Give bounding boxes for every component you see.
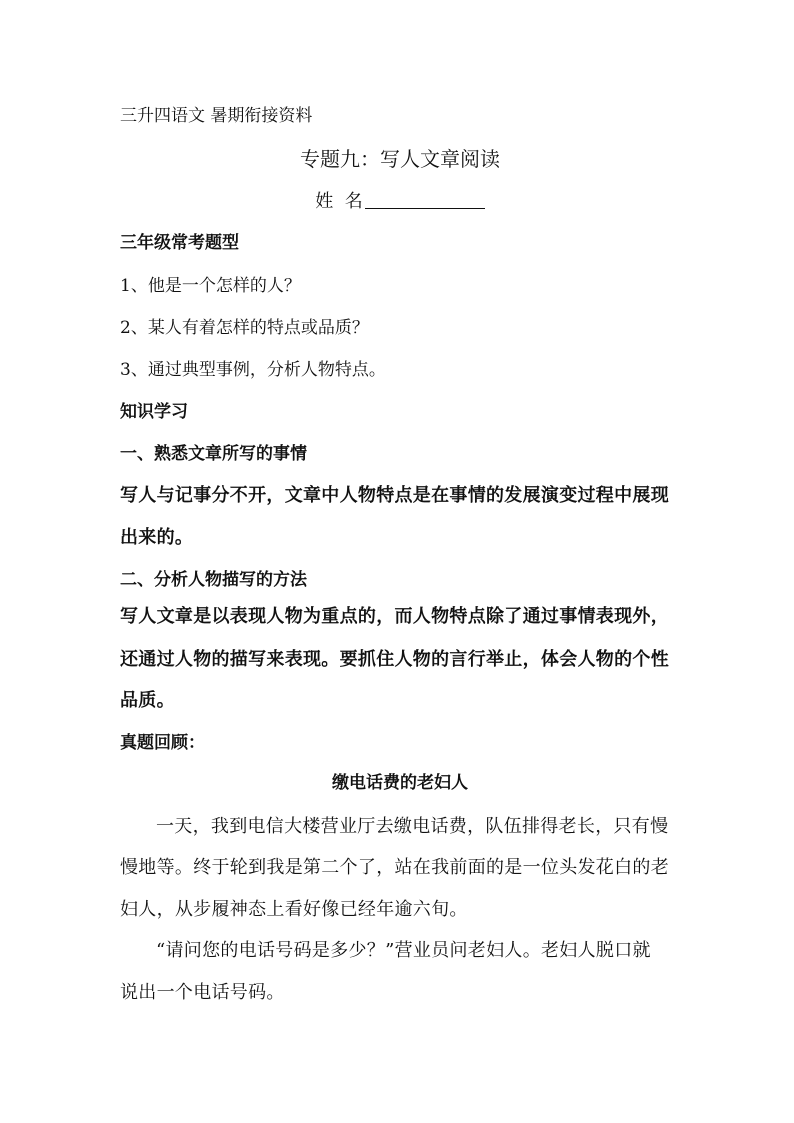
section2-text-line: 品质。	[120, 690, 175, 711]
name-label: 姓 名	[315, 191, 363, 212]
article-paragraph-line: “请问您的电话号码是多少？”营业员问老妇人。老妇人脱口就	[156, 940, 651, 961]
question-type-item: 1、他是一个怎样的人？	[120, 276, 301, 296]
section2-text-line: 写人文章是以表现人物为重点的，而人物特点除了通过事情表现外，	[120, 606, 669, 627]
name-field	[120, 190, 680, 214]
section1-text-line: 出来的。	[120, 527, 194, 548]
section1-text-line: 写人与记事分不开，文章中人物特点是在事情的发展演变过程中展现	[120, 485, 669, 506]
name-blank-line	[365, 190, 485, 209]
document-subtitle: 三升四语文 暑期衔接资料	[120, 106, 313, 126]
section1-title: 一、熟悉文章所写的事情	[120, 444, 307, 464]
article-paragraph-line: 说出一个电话号码。	[120, 982, 285, 1003]
section2-text-line: 还通过人物的描写来表现。要抓住人物的言行举止，体会人物的个性	[120, 649, 669, 670]
article-paragraph-line: 慢地等。终于轮到我是第二个了，站在我前面的是一位头发花白的老	[120, 857, 669, 878]
section2-title: 二、分析人物描写的方法	[120, 570, 307, 590]
question-type-item: 2、某人有着怎样的特点或品质？	[120, 318, 369, 338]
article-paragraph-line: 一天，我到电信大楼营业厅去缴电话费，队伍排得老长，只有慢	[156, 816, 669, 837]
document-title: 专题九：写人文章阅读	[300, 147, 500, 171]
question-types-heading: 三年级常考题型	[120, 233, 239, 253]
question-type-item: 3、通过典型事例，分析人物特点。	[120, 360, 386, 380]
review-heading: 真题回顾：	[120, 733, 205, 753]
knowledge-heading: 知识学习	[120, 402, 188, 422]
article-title: 缴电话费的老妇人	[332, 773, 468, 793]
article-paragraph-line: 妇人，从步履神态上看好像已经年逾六旬。	[120, 899, 468, 920]
